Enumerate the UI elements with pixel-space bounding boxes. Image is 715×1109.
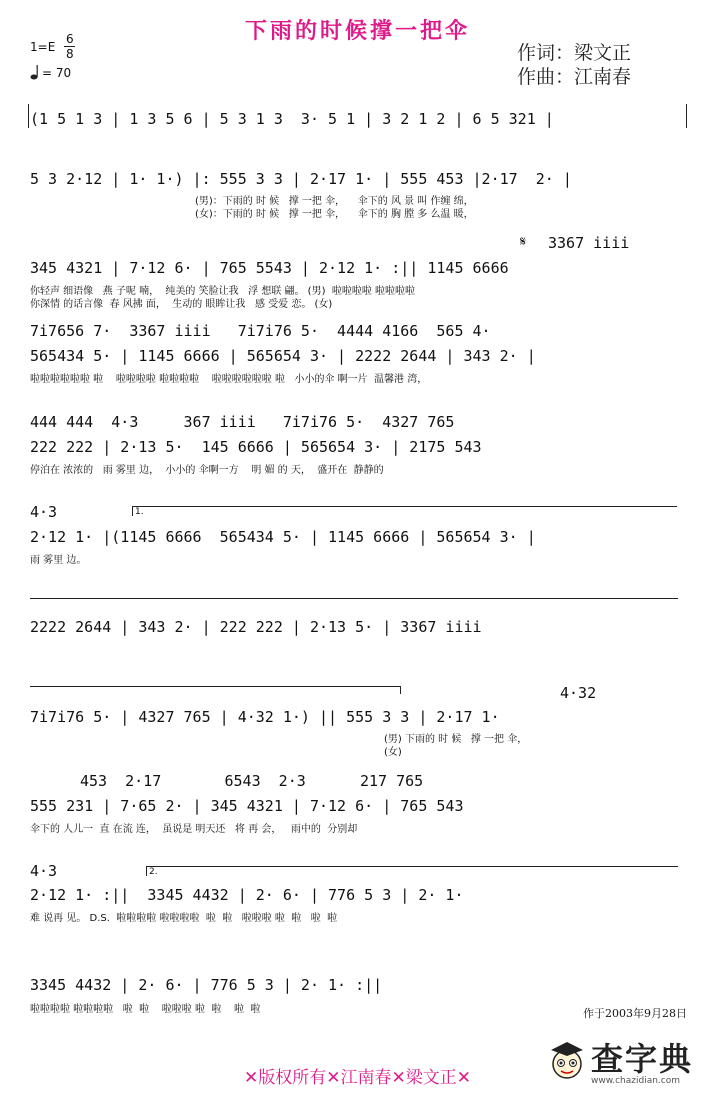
barline: [686, 104, 687, 128]
row-5-upper: 444 444 4·3 367 iiii 7i7i76 5· 4327 765: [30, 413, 455, 431]
composition-date: 作于2003年9月28日: [583, 1007, 687, 1020]
time-signature-top: 6: [66, 32, 74, 46]
ending-bracket-line: [132, 506, 677, 507]
lyricist: 作词：梁文正: [517, 42, 632, 64]
quarter-note-icon: [30, 64, 40, 84]
row-4-upper: 7i7656 7· 3367 iiii 7i7i76 5· 4444 4166 565 4·: [30, 322, 491, 340]
song-title: 下雨的时候撑一把伞: [244, 19, 470, 44]
tempo: = 70: [42, 66, 72, 80]
composer: 作曲：江南春: [517, 66, 632, 88]
row-2-notes: 5 3 2·12 | 1· 1·) |: 555 3 3 | 2·17 1· | 555 453 |2·17 2· |: [30, 170, 572, 188]
logo-text: 查字典: [590, 1040, 693, 1078]
key-signature: 1=E: [30, 40, 56, 54]
row-1-notes: (1 5 1 3 | 1 3 5 6 | 5 3 1 3 3· 5 1 | 3 2 1 2 | 6 5 321 |: [30, 110, 554, 128]
ending-2-bracket-hook: [146, 866, 147, 876]
site-logo[interactable]: [547, 1034, 693, 1086]
row-9-notes: 555 231 | 7·65 2· | 345 4321 | 7·12 6· | 765 543: [30, 797, 464, 815]
row-4-lyric: 啦啦啦啦啦啦 啦 啦啦啦啦 啦啦啦啦 啦啦啦啦啦啦 啦 小小的伞 啊一片 温馨港 湾，: [30, 374, 428, 385]
row-8-notes: 7i7i76 5· | 4327 765 | 4·32 1·) || 555 3 3 | 2·17 1·: [30, 708, 500, 726]
row-6-lyric: 雨 雾里 边。: [30, 555, 87, 566]
ending-bracket-end-hook: [400, 686, 401, 694]
ending-2-label: 2.: [149, 867, 158, 877]
ending-2-bracket-line: [146, 866, 678, 867]
row-8-upper: 4·32: [560, 684, 597, 702]
row-10-notes: 2·12 1· :|| 3345 4432 | 2· 6· | 776 5 3 | 2· 1·: [30, 886, 464, 904]
row-11-notes: 3345 4432 | 2· 6· | 776 5 3 | 2· 1· :||: [30, 976, 383, 994]
row-2-lyric-female: (女)：下雨的 时 候 撑 一把 伞， 伞下的 胸 膛 多 么温 暖，: [195, 209, 474, 220]
segno-icon: 𝄋: [520, 234, 527, 250]
row-5-lyric: 停泊在 浓浓的 雨 雾里 边， 小小的 伞啊一方 明 媚 的 天， 盛开在 静静的: [30, 465, 384, 476]
row-9-lyric: 伞下的 人儿一 直 在流 连， 虽说是 明天还 将 再 会， 雨中的 分别却: [30, 824, 358, 835]
row-8-lyric-female: (女): [384, 747, 402, 758]
ending-bracket-hook: [132, 506, 133, 516]
row-4-notes: 565434 5· | 1145 6666 | 565654 3· | 2222 2644 | 343 2· |: [30, 347, 536, 365]
mascot-icon: [547, 1038, 587, 1082]
logo-url: www.chazidian.com: [590, 1076, 681, 1086]
row-6-upper: 4·3: [30, 503, 58, 521]
row-9-upper: 453 2·17 6543 2·3 217 765: [80, 772, 424, 790]
row-10-lyric: 难 说再 见。 D.S. 啦啦啦啦 啦啦啦啦 啦 啦 啦啦啦 啦 啦 啦 啦: [30, 913, 338, 924]
row-2-lyric-male: (男)：下雨的 时 候 撑 一把 伞， 伞下的 风 景 叫 作缠 绵，: [195, 196, 474, 207]
row-3-lyric-female: 你深情 的话言像 春 风拂 面， 生动的 眼眸让我 感 受爱 恋。 (女): [30, 299, 333, 310]
row-8-lyric-male: (男) 下雨的 时 候 撑 一把 伞，: [384, 734, 528, 745]
row-6-notes: 2·12 1· |(1145 6666 565434 5· | 1145 6666 | 565654 3· |: [30, 528, 536, 546]
row-3-lyric-male: 你轻声 细语像 燕 子呢 喃， 纯美的 笑脸让我 浮 想联 翩。 (男) 啦啦啦啦 啦啦啦啦: [30, 286, 416, 297]
row-11-lyric: 啦啦啦啦 啦啦啦啦 啦 啦 啦啦啦 啦 啦 啦 啦: [30, 1004, 261, 1015]
row-10-upper: 4·3: [30, 862, 58, 880]
ending-bracket-continue: [30, 598, 678, 599]
copyright-line: ✕版权所有✕江南春✕梁文正✕: [244, 1068, 471, 1088]
ending-label: 1.: [135, 507, 144, 517]
row-3-upper: 3367 iiii: [548, 234, 630, 252]
barline: [28, 104, 29, 128]
ending-bracket-end: [30, 686, 400, 687]
row-5-notes: 222 222 | 2·13 5· 145 6666 | 565654 3· | 2175 543: [30, 438, 482, 456]
row-7-notes: 2222 2644 | 343 2· | 222 222 | 2·13 5· | 3367 iiii: [30, 618, 482, 636]
row-3-notes: 345 4321 | 7·12 6· | 765 5543 | 2·12 1· :|| 1145 6666: [30, 259, 509, 277]
time-signature-bottom: 8: [66, 47, 74, 61]
